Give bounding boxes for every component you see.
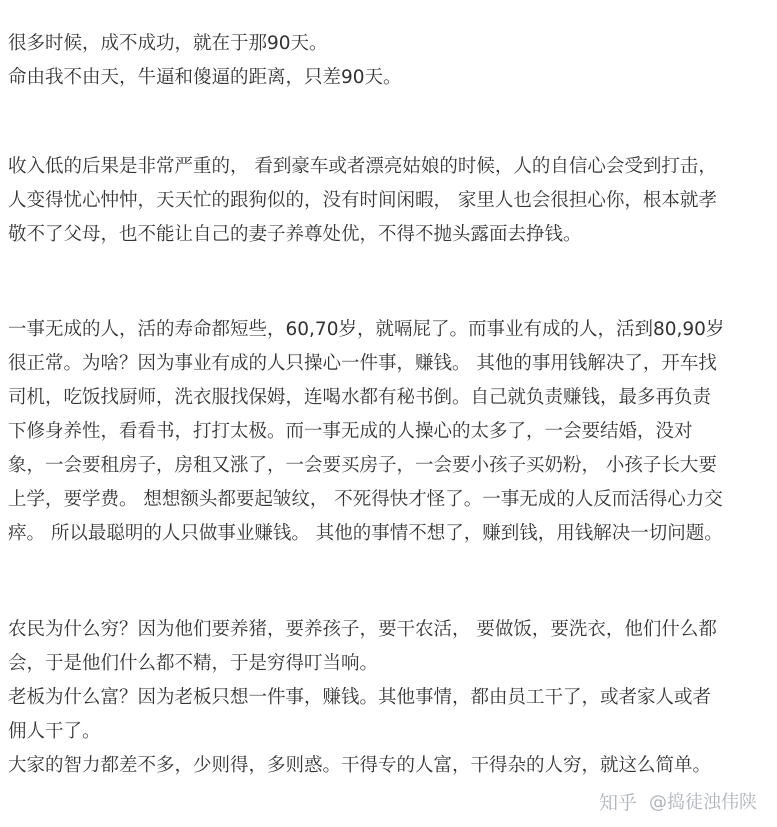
zhihu-watermark	[599, 791, 757, 815]
text-line: 会，于是他们什么都不精，于是穷得叮当响。	[8, 653, 379, 674]
text-line: 命由我不由天，牛逼和傻逼的距离，只差90天。	[8, 67, 402, 88]
text-line: 佣人干了。	[8, 721, 101, 742]
text-line: 人变得忧心忡忡，天天忙的跟狗似的，没有时间闲暇， 家里人也会很担心你，根本就孝	[8, 190, 717, 211]
text-line: 瘁。 所以最聪明的人只做事业赚钱。 其他的事情不想了，赚到钱，用钱解决一切问题。	[8, 523, 723, 544]
text-line: 大家的智力都差不多，少则得，多则惑。干得专的人富，干得杂的人穷，就这么简单。	[8, 755, 712, 776]
paragraph-2	[8, 150, 773, 252]
text-line: 敬不了父母，也不能让自己的妻子养尊处优，不得不抛头露面去挣钱。	[8, 224, 582, 245]
text-line: 一事无成的人，活的寿命都短些，60,70岁，就嗝屁了。而事业有成的人，活到80,90岁	[8, 319, 725, 340]
paragraph-3	[8, 313, 773, 551]
text-line: 收入低的后果是非常严重的， 看到豪车或者漂亮姑娘的时候，人的自信心会受到打击，	[8, 156, 717, 177]
text-line: 老板为什么富？因为老板只想一件事，赚钱。其他事情，都由员工干了，或者家人或者	[8, 687, 712, 708]
text-line: 上学，要学费。 想想额头都要起皱纹， 不死得快才怪了。一事无成的人反而活得心力交	[8, 489, 723, 510]
watermark-brand: 知乎	[598, 792, 637, 814]
text-line: 很正常。为啥？因为事业有成的人只操心一件事，赚钱。 其他的事用钱解决了，开车找	[8, 353, 717, 374]
watermark-author: @捣徒浊伟陕	[649, 792, 757, 813]
text-line: 下修身养性，看看书，打打太极。而一事无成的人操心的太多了，一会要结婚，没对	[8, 421, 693, 442]
text-line: 很多时候，成不成功，就在于那90天。	[8, 33, 328, 54]
text-line: 农民为什么穷？因为他们要养猪，要养孩子，要干农活， 要做饭，要洗衣，他们什么都	[8, 619, 717, 640]
paragraph-4	[8, 613, 773, 783]
text-line: 司机，吃饭找厨师，洗衣服找保姆，连喝水都有秘书倒。自己就负责赚钱，最多再负责	[8, 387, 712, 408]
text-line: 象，一会要租房子，房租又涨了，一会要买房子，一会要小孩子买奶粉， 小孩子长大要	[8, 455, 717, 476]
paragraph-1	[8, 27, 773, 95]
